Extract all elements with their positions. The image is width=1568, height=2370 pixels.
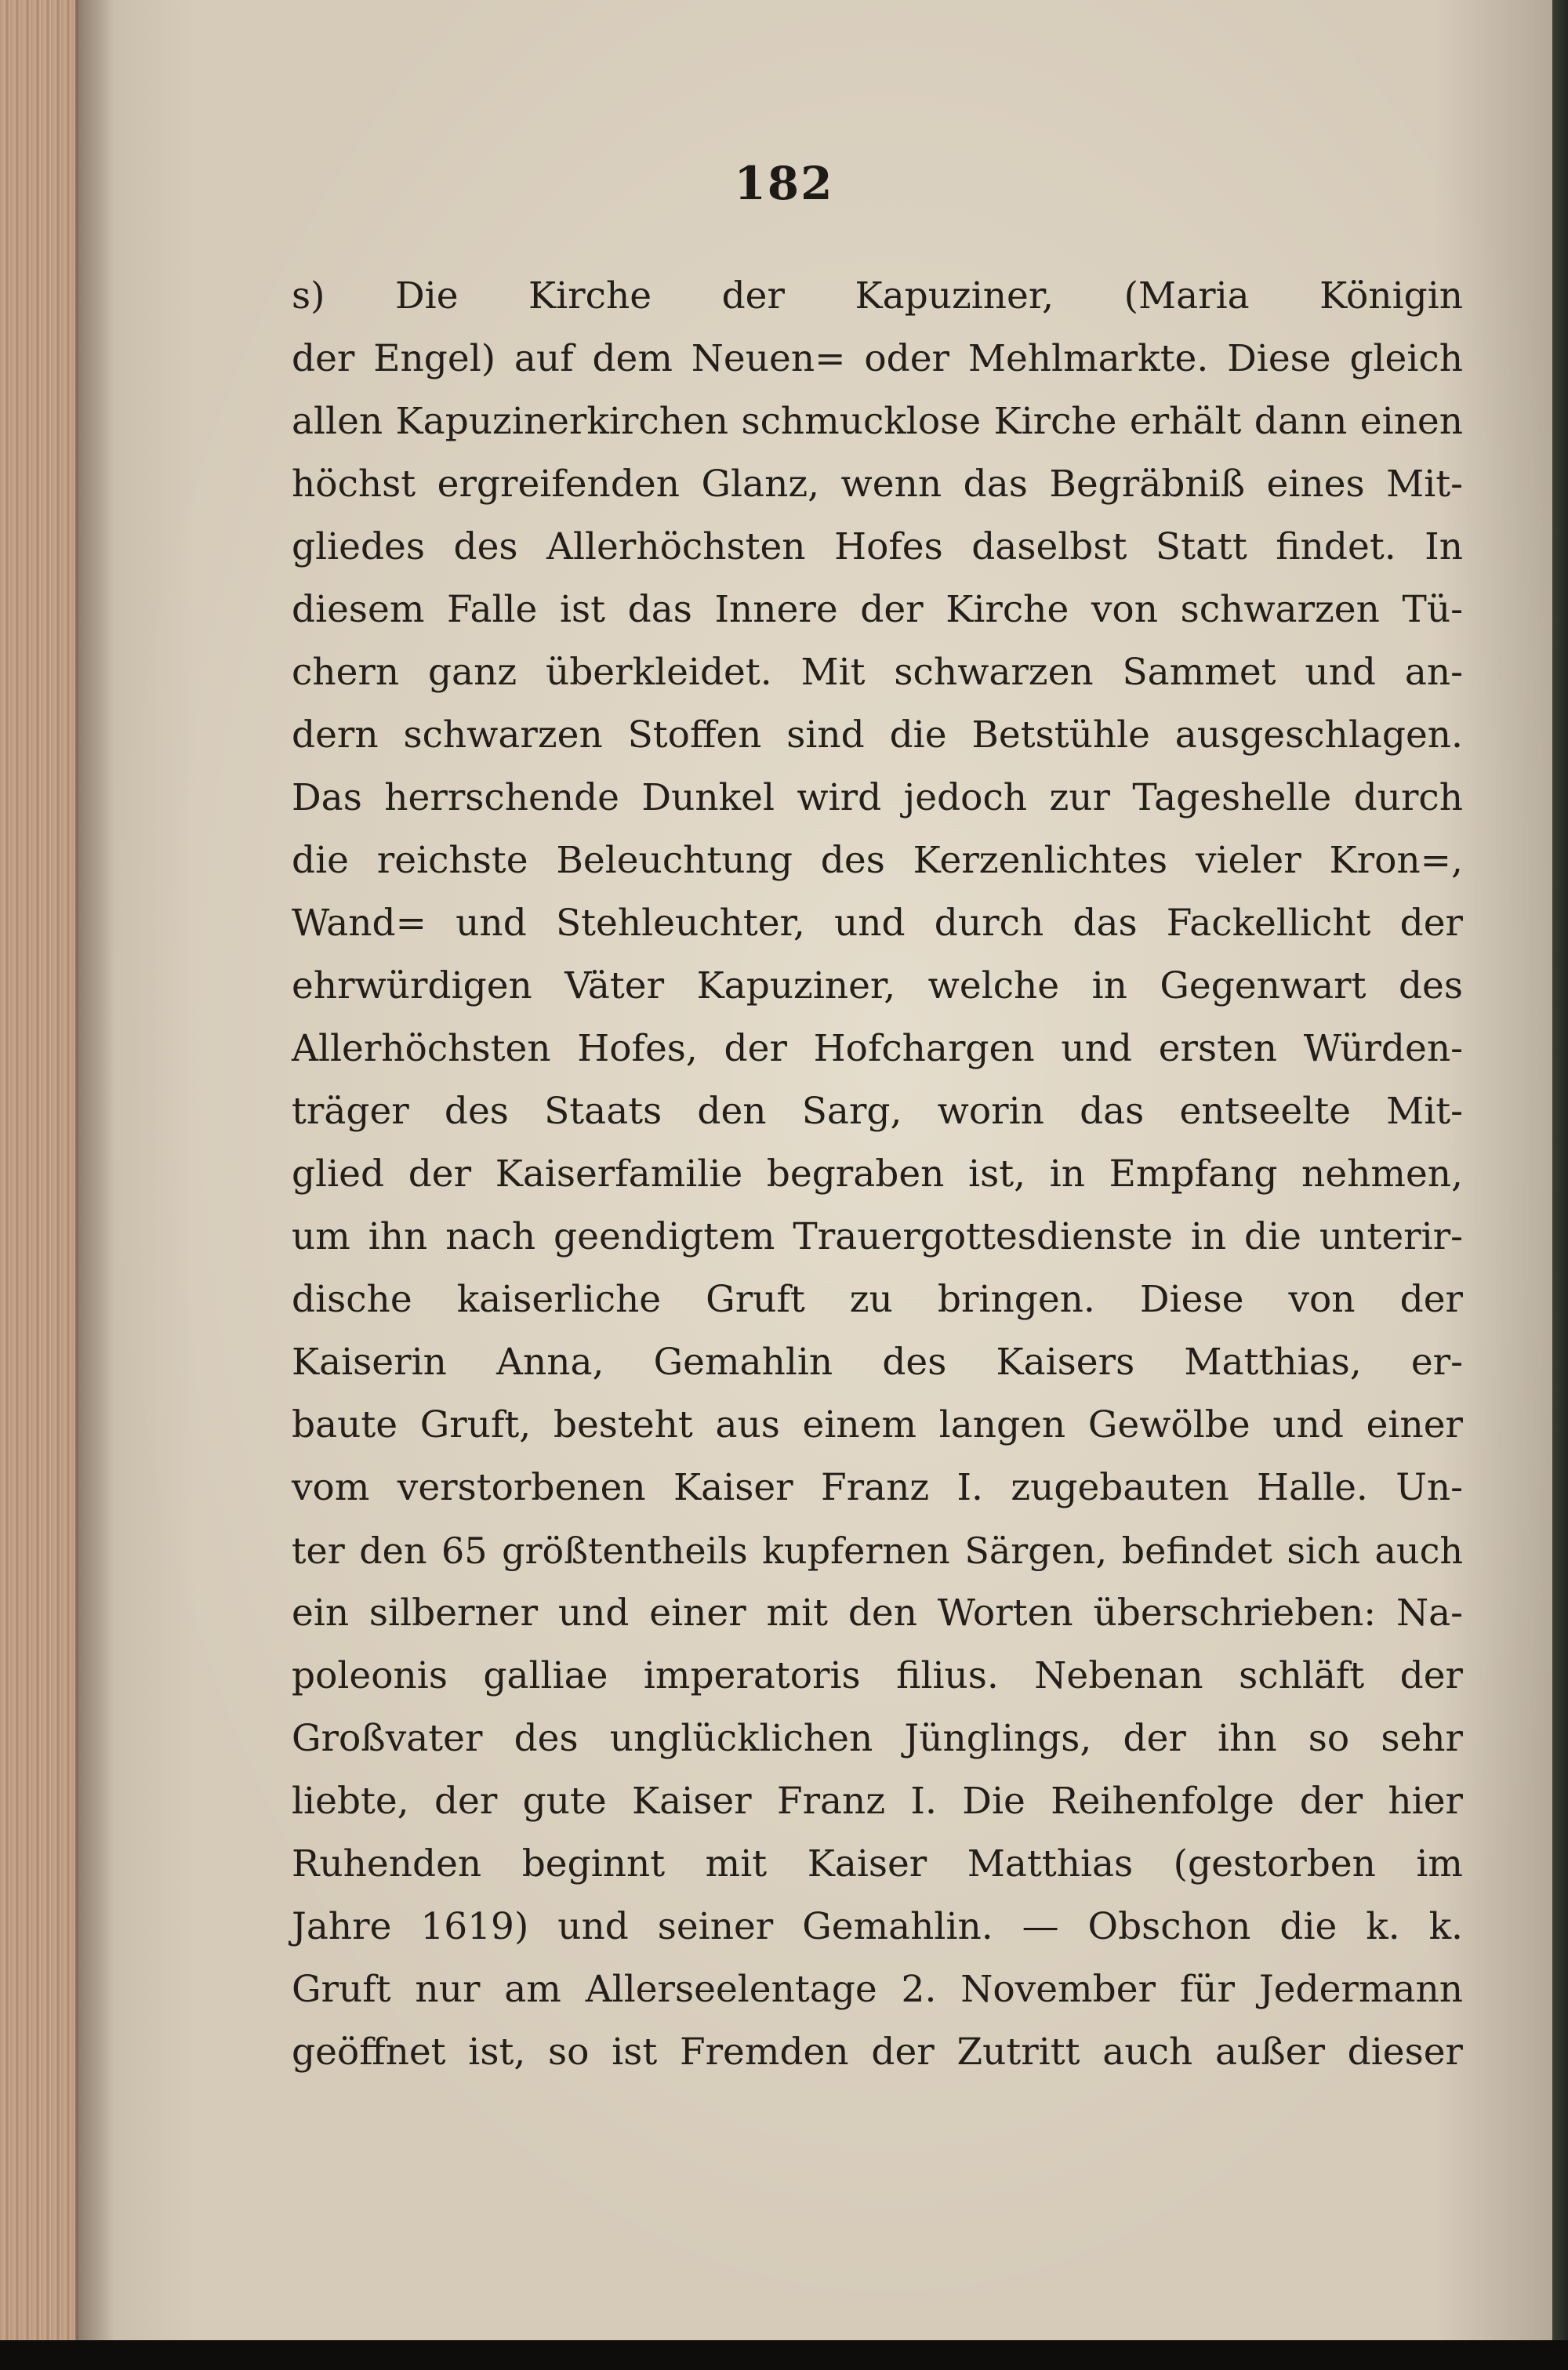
- text-line: Großvater des unglücklichen Jünglings, der ihn so sehr: [292, 1717, 1463, 1760]
- scan-border: [0, 2340, 1568, 2370]
- text-line: ter den 65 größtentheils kupfernen Särgen, befindet sich auch: [292, 1530, 1463, 1572]
- text-line: ehrwürdigen Väter Kapuziner, welche in Gegenwart des: [292, 964, 1463, 1007]
- text-line: der Engel) auf dem Neuen= oder Mehlmarkte. Diese gleich: [292, 337, 1463, 380]
- text-line: gliedes des Allerhöchsten Hofes daselbst Statt findet. In: [292, 525, 1463, 568]
- text-line: s) Die Kirche der Kapuziner, (Maria Königin: [292, 274, 1463, 318]
- text-line: höchst ergreifenden Glanz, wenn das Begräbniß eines Mit-: [292, 463, 1463, 506]
- text-line: Ruhenden beginnt mit Kaiser Matthias (gestorben im: [292, 1842, 1463, 1885]
- text-line: liebte, der gute Kaiser Franz I. Die Reihenfolge der hier: [292, 1780, 1463, 1823]
- text-line: chern ganz überkleidet. Mit schwarzen Sammet und an-: [292, 651, 1463, 694]
- page-number: 182: [734, 157, 834, 210]
- binding-edge: [1552, 0, 1568, 2340]
- text-line: poleonis galliae imperatoris filius. Nebenan schläft der: [292, 1654, 1463, 1697]
- spine-shadow: [75, 0, 114, 2340]
- text-line: allen Kapuzinerkirchen schmucklose Kirche erhält dann einen: [292, 400, 1463, 443]
- text-line: Wand= und Stehleuchter, und durch das Fackellicht der: [292, 902, 1463, 945]
- text-line: Das herrschende Dunkel wird jedoch zur Tageshelle durch: [292, 776, 1463, 819]
- text-line: um ihn nach geendigtem Trauergottesdienste in die unterir-: [292, 1215, 1463, 1258]
- text-line: dern schwarzen Stoffen sind die Betstühle ausgeschlagen.: [292, 713, 1463, 757]
- text-line: diesem Falle ist das Innere der Kirche von schwarzen Tü-: [292, 588, 1463, 631]
- body-text: [292, 265, 1463, 2084]
- text-line: vom verstorbenen Kaiser Franz I. zugebauten Halle. Un-: [292, 1466, 1463, 1509]
- text-line: Gruft nur am Allerseelentage 2. November für Jedermann: [292, 1968, 1463, 2011]
- text-line: die reichste Beleuchtung des Kerzenlichtes vieler Kron=,: [292, 839, 1463, 882]
- text-line: ein silberner und einer mit den Worten überschrieben: Na-: [292, 1591, 1463, 1635]
- text-line: baute Gruft, besteht aus einem langen Gewölbe und einer: [292, 1403, 1463, 1446]
- text-line: Jahre 1619) und seiner Gemahlin. — Obschon die k. k.: [292, 1905, 1463, 1948]
- text-line: Kaiserin Anna, Gemahlin des Kaisers Matthias, er-: [292, 1341, 1463, 1384]
- text-line: träger des Staats den Sarg, worin das entseelte Mit-: [292, 1090, 1463, 1133]
- text-line: glied der Kaiserfamilie begraben ist, in Empfang nehmen,: [292, 1152, 1463, 1196]
- text-line: Allerhöchsten Hofes, der Hofchargen und ersten Würden-: [292, 1027, 1463, 1070]
- text-line: geöffnet ist, so ist Fremden der Zutritt auch außer dieser: [292, 2031, 1463, 2074]
- book-page-edges: [0, 0, 78, 2340]
- text-line: dische kaiserliche Gruft zu bringen. Diese von der: [292, 1278, 1463, 1321]
